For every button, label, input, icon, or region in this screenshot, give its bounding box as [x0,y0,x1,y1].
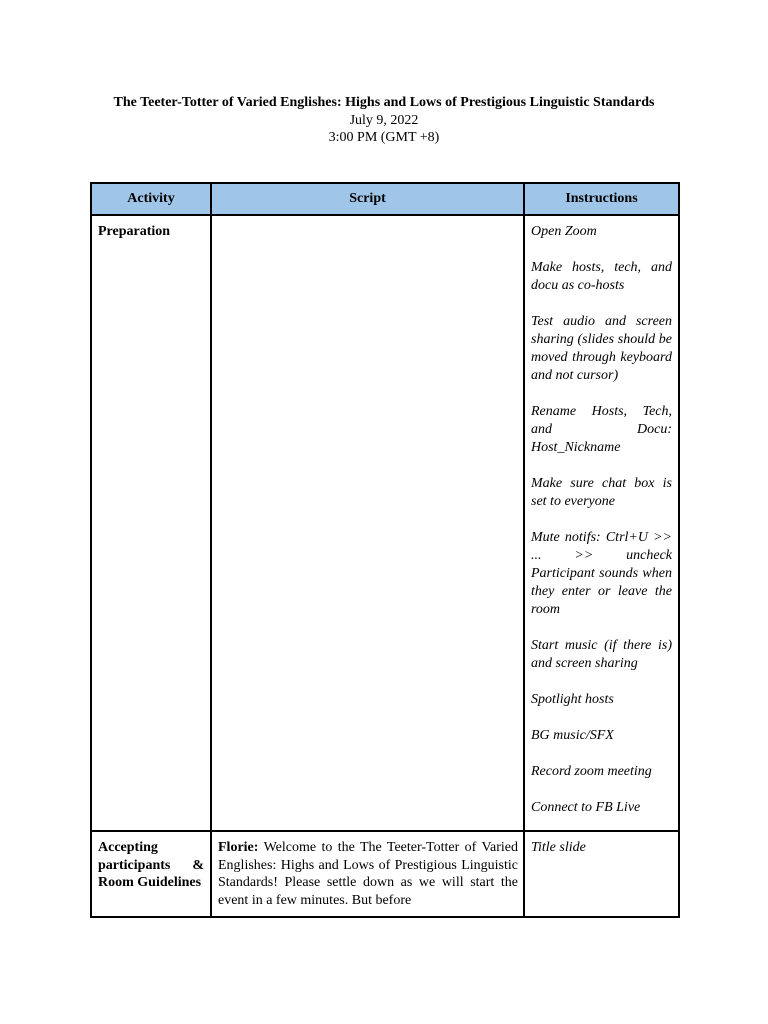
script-cell [211,215,524,831]
activity-cell: Preparation [91,215,211,831]
table-row [91,831,679,917]
script-text: Welcome to the The Teeter-Totter of Varied Englishes: Highs and Lows of Prestigious Linguistic Standards! Please settle down as we will start the event in a few minutes. But before [218,840,518,908]
script-speaker: Florie: [218,840,259,855]
instruction-item: Title slide [531,840,586,855]
instruction-item: Test audio and screen sharing (slides should be moved through keyboard and not cursor) [531,314,672,383]
table-row [91,215,679,831]
instruction-item: Start music (if there is) and screen sharing [531,638,672,671]
instruction-item: Make sure chat box is set to everyone [531,476,672,509]
instruction-item: BG music/SFX [531,728,614,743]
activity-cell: Accepting participants & Room Guidelines [91,831,211,917]
instruction-item: Open Zoom [531,224,597,239]
instruction-item: Connect to FB Live [531,800,641,815]
document-title: The Teeter-Totter of Varied Englishes: Highs and Lows of Prestigious Linguistic Standards [113,95,655,110]
instruction-item: Spotlight hosts [531,692,614,707]
table-header-row [91,183,679,215]
instruction-item: Mute notifs: Ctrl+U >> ... >> uncheck Participant sounds when they enter or leave the room [531,530,672,617]
event-date: July 9, 2022 [349,112,419,128]
instruction-item: Rename Hosts, Tech, and Docu: Host_Nickname [531,404,672,455]
document-header [90,94,678,147]
script-cell [211,831,524,917]
instruction-item: Record zoom meeting [531,764,652,779]
instructions-cell [524,215,679,831]
instructions-cell [524,831,679,917]
instruction-item: Make hosts, tech, and docu as co-hosts [531,260,672,293]
instructions-column-header: Instructions [524,183,679,215]
event-time: 3:00 PM (GMT +8) [328,130,440,145]
script-column-header: Script [211,183,524,215]
activity-column-header: Activity [91,183,211,215]
program-script-table [90,182,680,918]
